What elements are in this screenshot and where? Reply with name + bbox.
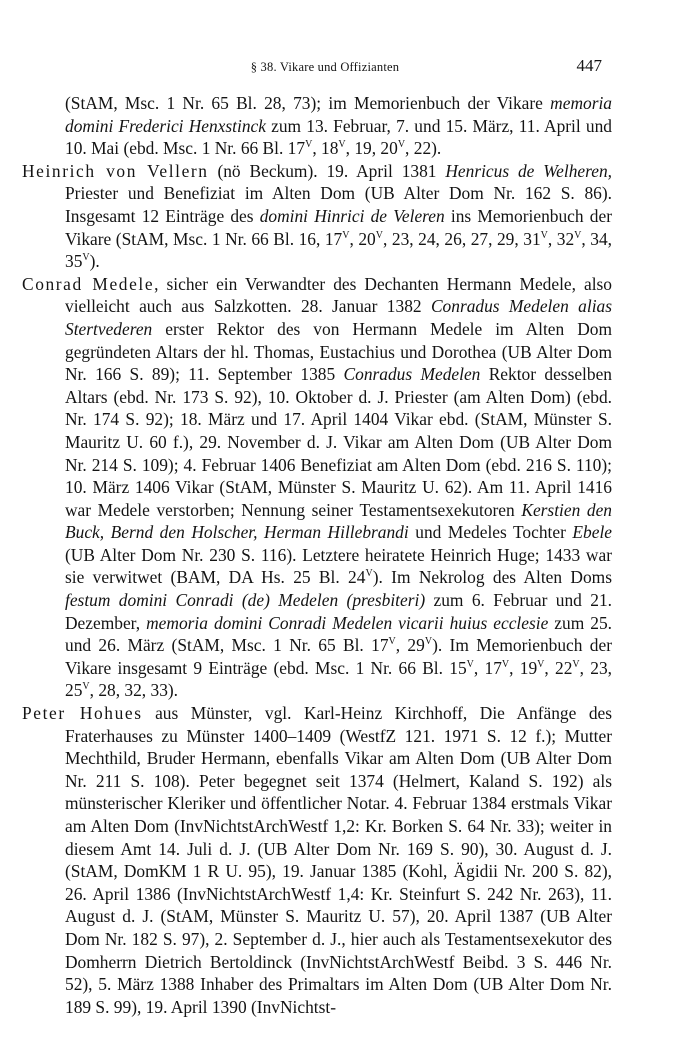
entry-text: ). Im Nekrolog des Alten Doms: [372, 567, 612, 588]
italic-quote: memoria domini Frederici Henxstinck: [65, 93, 612, 136]
entry-text: , 22).: [405, 138, 442, 159]
entry-text: (nö Beckum). 19. April 1381: [208, 160, 446, 181]
entry-text: (UB Alter Dom Nr. 230 S. 116). Letztere heiratete Heinrich Huge; 1433 war sie verwitwet (BAM, DA Hs. 25 Bl. 24: [65, 544, 612, 588]
verso-superscript: V: [466, 658, 474, 670]
entry-name: Heinrich von Vellern: [22, 160, 209, 181]
italic-quote: memoria domini Conradi Medelen vicarii huius ecclesie: [146, 612, 549, 633]
entry-text: , 29: [395, 635, 425, 656]
italic-quote: domini Hinrici de Veleren: [259, 205, 445, 226]
entry-text: , 17: [473, 657, 502, 678]
entry-text: und Medeles Tochter: [408, 522, 573, 543]
entry-text: ). Im Memorienbuch der Vikare insgesamt 9 Einträge (ebd. Msc. 1 Nr. 66 Bl. 15: [65, 635, 612, 678]
entry-text: (StAM, Msc. 1 Nr. 65 Bl. 28, 73); im Memorienbuch der Vikare: [65, 93, 551, 113]
italic-quote: Conradus Medelen: [343, 364, 481, 385]
entry-heinrich-von-vellern: [22, 160, 612, 273]
entry-continuation: [22, 92, 612, 160]
verso-superscript: V: [365, 568, 373, 580]
entry-text: Priester und Benefiziat im Alten Dom (UB Alter Dom Nr. 162 S. 86). Insgesamt 12 Einträge des: [65, 183, 612, 226]
entry-name: Conrad Medele: [22, 273, 155, 294]
entry-text: ).: [89, 251, 100, 272]
italic-quote: Conradus Medelen alias Stertvederen: [65, 296, 612, 339]
entry-text: Rektor desselben Altars (ebd. Nr. 173 S. 92), 10. Oktober d. J. Priester (am Alten Dom) (ebd. Nr. 174 S. 92); 18. März und 17. April 1404 Vikar ebd. (StAM, Münster S. Mauritz U. 60 f.), 29. November d. J. Vikar am Alten Dom (UB Alter Dom Nr. 214 S. 109); 4. Februar 1406 Benefiziat am Alten Dom (ebd. 216 S. 110); 10. März 1406 Vikar (StAM, Münster S. Mauritz U. 62). Am 11. April 1416 war Medele verstorben; Nennung seiner Testamentsexekutoren: [65, 364, 612, 520]
italic-quote: Kerstien den Buck, Bernd den Holscher, Herman Hillebrandi: [65, 499, 612, 543]
entry-text: zum 6. Februar und 21. Dezember,: [65, 590, 612, 633]
italic-quote: Ebele: [572, 522, 612, 543]
verso-superscript: V: [537, 658, 545, 670]
entry-text: aus Münster, vgl. Karl-Heinz Kirchhoff, Die Anfänge des Fraterhauses zu Münster 1400–1409 (WestfZ 121. 1971 S. 12 f.); Mutter Mechthild, Bruder Hermann, ebenfalls Vikar am Alten Dom (UB Alter Dom Nr. 211 S. 108). Peter begegnet seit 1374 (Helmert, Kaland S. 192) als münsterischer Kleriker und öffentlicher Notar. 4. Februar 1384 erstmals Vikar am Alten Dom (InvNichtstArchWestf 1,2: Kr. Borken S. 64 Nr. 33); weiter in diesem Amt 14. Juli d. J. (UB Alter Dom Nr. 169 S. 90), 30. August d. J. (StAM, DomKM 1 R U. 95), 19. Januar 1385 (Kohl, Ägidii Nr. 200 S. 82), 26. April 1386 (InvNichtstArchWestf 1,4: Kr. Steinfurt S. 242 Nr. 263), 11. August d. J. (StAM, Münster S. Mauritz U. 57), 20. April 1387 (UB Alter Dom Nr. 182 S. 97), 2. September d. J., hier auch als Testamentsexekutor des Domherrn Dietrich Bertoldinck (InvNichtstArchWestf Beibd. 3 S. 446 Nr. 52), 5. März 1388 Inhaber des Primaltars im Alten Dom (UB Alter Dom Nr. 189 S. 99), 19. April 1390 (InvNichtst-: [65, 703, 612, 1017]
verso-superscript: V: [501, 658, 510, 670]
entry-text: , sicher ein Verwandter des Dechanten Hermann Medele, also vielleicht auch aus Salzkotten. 28. Januar 1382: [65, 273, 613, 317]
italic-quote: Henricus de Welheren,: [445, 160, 612, 181]
verso-superscript: V: [424, 636, 433, 648]
entry-text: zum 13. Februar, 7. und 15. März, 11. April und 10. Mai (ebd. Msc. 1 Nr. 66 Bl. 17: [65, 115, 612, 159]
entry-name: Peter Hohues: [22, 703, 143, 724]
entry-text: , 19: [509, 657, 538, 678]
italic-quote: festum domini Conradi (de) Medelen (presbiteri): [65, 590, 426, 611]
running-head: § 38. Vikare und Offizianten: [250, 60, 400, 74]
entry-text: , 34, 35: [65, 228, 613, 272]
verso-superscript: V: [540, 229, 548, 241]
entry-text: , 22: [544, 657, 573, 678]
verso-superscript: V: [82, 252, 90, 264]
entry-text: zum 25. und 26. März (StAM, Msc. 1 Nr. 65 Bl. 17: [65, 612, 613, 656]
verso-superscript: V: [305, 139, 313, 151]
entry-text: , 19, 20: [345, 138, 398, 159]
verso-superscript: V: [82, 681, 90, 693]
entry-text: , 28, 32, 33).: [89, 680, 179, 701]
page-header: [48, 50, 602, 78]
entry-text: , 20: [349, 228, 376, 249]
entry-conrad-medele: [22, 273, 612, 702]
verso-superscript: V: [397, 139, 406, 151]
verso-superscript: V: [572, 658, 580, 670]
verso-superscript: V: [338, 139, 346, 151]
page-number: 447: [576, 56, 602, 75]
verso-superscript: V: [342, 229, 350, 241]
entry-text: erster Rektor des von Hermann Medele im Alten Dom gegründeten Altars der hl. Thomas, Eustachius und Dorothea (UB Alter Dom Nr. 166 S. 89); 11. September 1385: [65, 318, 612, 385]
verso-superscript: V: [375, 229, 383, 241]
entry-text: , 18: [312, 138, 339, 159]
verso-superscript: V: [574, 229, 582, 241]
verso-superscript: V: [388, 636, 396, 648]
entry-text: , 32: [547, 228, 575, 249]
entry-text: , 23, 25: [65, 657, 612, 701]
entries-list: [22, 92, 612, 1018]
entry-text: , 23, 24, 26, 27, 29, 31: [383, 228, 541, 249]
entry-text: ins Memorienbuch der Vikare (StAM, Msc. 1 Nr. 66 Bl. 16, 17: [65, 205, 612, 249]
entry-peter-hohues: [22, 702, 612, 1018]
